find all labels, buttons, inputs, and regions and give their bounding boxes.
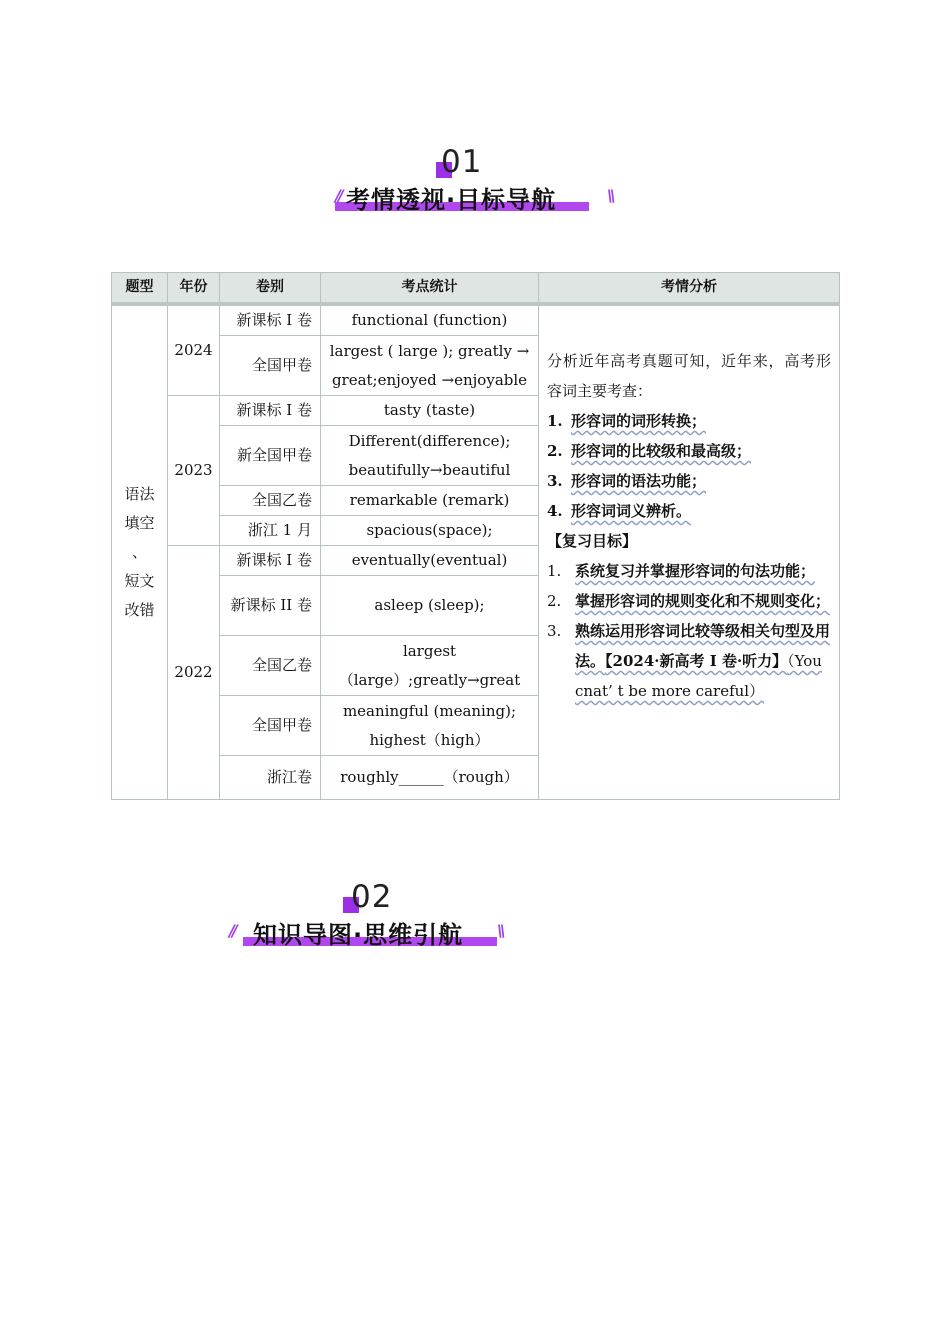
item-number: 2. <box>547 442 563 460</box>
review-goals-list <box>547 556 831 706</box>
goal-source: 【2024·新高考 I 卷·听力】 <box>605 652 788 670</box>
item-number: 4. <box>547 502 563 520</box>
section-number: 01 <box>441 144 483 180</box>
goal-number: 3. <box>547 622 562 640</box>
type-line: 语法 <box>124 485 155 503</box>
item-text: 形容词的比较级和最高级； <box>571 442 752 460</box>
item-number: 3. <box>547 472 563 490</box>
paper-cell: 新全国甲卷 <box>220 426 321 486</box>
slash-left-decoration: // <box>229 921 235 940</box>
list-item <box>547 496 831 526</box>
points-cell: largest（large）;greatly→great <box>321 636 539 696</box>
goal-number: 1. <box>547 562 562 580</box>
list-item <box>547 436 831 466</box>
analysis-intro: 分析近年高考真题可知，近年来，高考形容词主要考查： <box>547 352 831 400</box>
points-cell: eventually(eventual) <box>321 546 539 576</box>
points-cell: functional (function) <box>321 304 539 336</box>
header-year: 年份 <box>168 273 220 305</box>
section-number: 02 <box>351 879 393 915</box>
item-text: 形容词词义辨析。 <box>571 502 692 520</box>
header-analysis: 考情分析 <box>539 273 840 305</box>
header-type: 题型 <box>112 273 168 305</box>
points-cell: remarkable (remark) <box>321 486 539 516</box>
paper-cell: 新课标 I 卷 <box>220 304 321 336</box>
list-item <box>547 466 831 496</box>
exam-statistics-table <box>111 272 840 800</box>
goal-example: （You cnat’ t be more careful） <box>575 652 822 700</box>
list-item <box>547 556 831 586</box>
table-row <box>112 304 840 336</box>
list-item <box>547 586 831 616</box>
slash-right-decoration: \\ <box>607 186 613 205</box>
points-cell: meaningful (meaning); highest（high） <box>321 696 539 756</box>
slash-left-decoration: // <box>335 186 341 205</box>
item-text: 形容词的词形转换； <box>571 412 707 430</box>
list-item <box>547 406 831 436</box>
goal-text: 系统复习并掌握形容词的句法功能； <box>575 562 816 580</box>
type-line: 短文 <box>124 572 155 590</box>
type-line: 改错 <box>124 601 155 619</box>
year-cell: 2023 <box>168 396 220 546</box>
analysis-list <box>547 406 831 526</box>
goal-text: 掌握形容词的规则变化和不规则变化； <box>575 592 831 610</box>
year-cell: 2024 <box>168 304 220 396</box>
section-header-2 <box>207 879 507 965</box>
points-cell: roughly______（rough） <box>321 756 539 800</box>
points-cell: largest ( large ); greatly → great;enjoyed →enjoyable <box>321 336 539 396</box>
list-item <box>547 616 831 706</box>
paper-cell: 新课标 II 卷 <box>220 576 321 636</box>
slash-right-decoration: \\ <box>497 921 503 940</box>
header-points: 考点统计 <box>321 273 539 305</box>
review-goals-title: 【复习目标】 <box>547 532 638 550</box>
header-paper: 卷别 <box>220 273 321 305</box>
paper-cell: 浙江卷 <box>220 756 321 800</box>
points-cell: spacious(space); <box>321 516 539 546</box>
points-cell: asleep (sleep); <box>321 576 539 636</box>
item-text: 形容词的语法功能； <box>571 472 707 490</box>
paper-cell: 全国乙卷 <box>220 636 321 696</box>
section-header-1 <box>317 144 617 230</box>
points-cell: Different(difference); beautifully→beautiful <box>321 426 539 486</box>
points-cell: tasty (taste) <box>321 396 539 426</box>
paper-cell: 全国甲卷 <box>220 336 321 396</box>
section-title: 知识导图·思维引航 <box>253 921 464 949</box>
type-line: 填空 <box>124 514 155 532</box>
paper-cell: 全国甲卷 <box>220 696 321 756</box>
question-type-cell <box>112 304 168 800</box>
table-header-row <box>112 273 840 305</box>
analysis-cell <box>539 304 840 800</box>
section-title: 考情透视·目标导航 <box>346 186 557 214</box>
item-number: 1. <box>547 412 563 430</box>
year-cell: 2022 <box>168 546 220 800</box>
paper-cell: 新课标 I 卷 <box>220 396 321 426</box>
paper-cell: 新课标 I 卷 <box>220 546 321 576</box>
paper-cell: 浙江 1 月 <box>220 516 321 546</box>
goal-text: 熟练运用形容词比较等级相关句型及用法。 <box>575 622 831 670</box>
goal-number: 2. <box>547 592 562 610</box>
paper-cell: 全国乙卷 <box>220 486 321 516</box>
type-line: 、 <box>131 543 147 561</box>
